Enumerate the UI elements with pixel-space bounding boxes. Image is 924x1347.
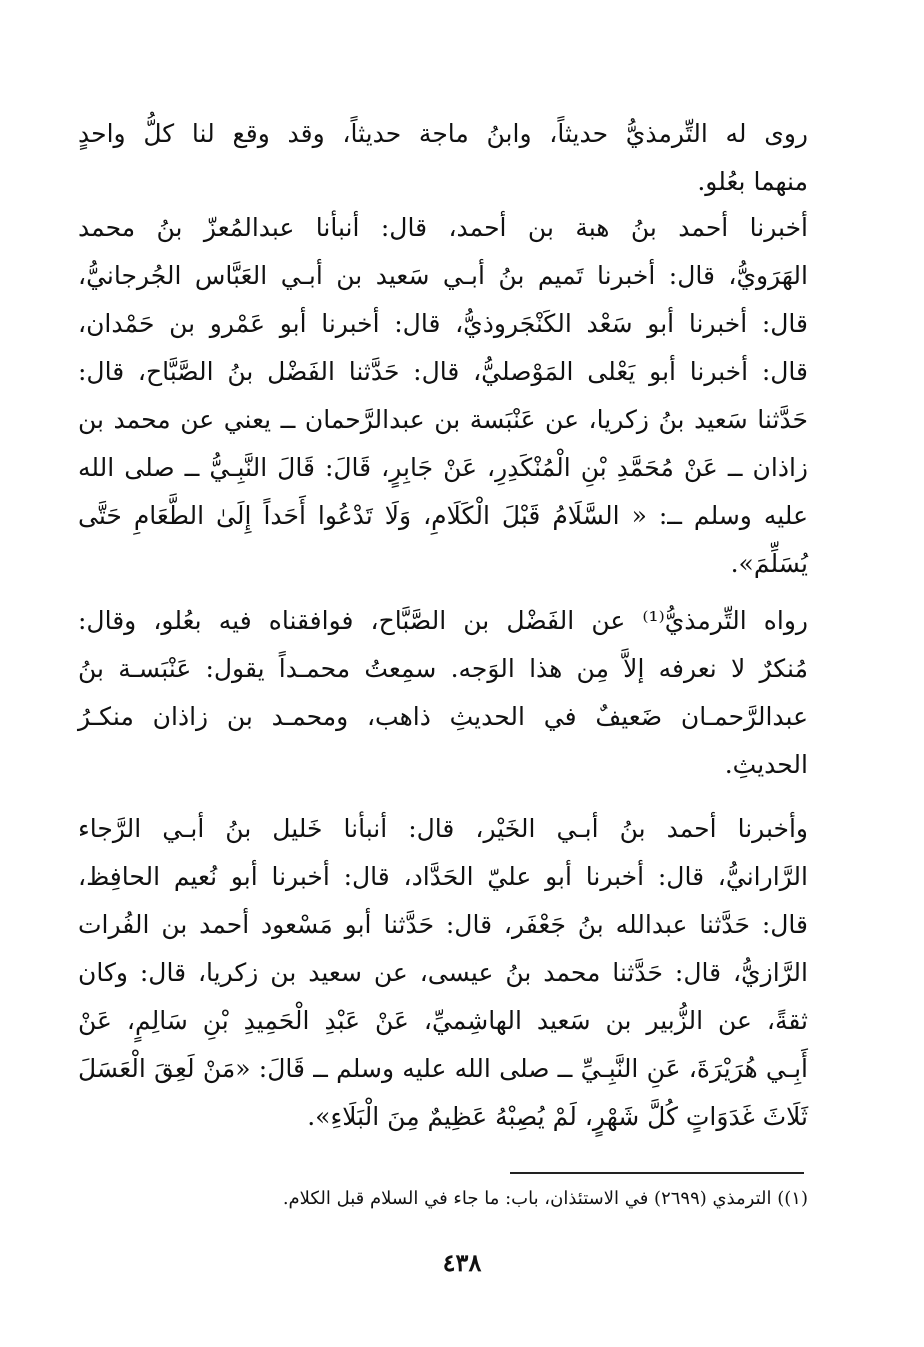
footnote: (١)) الترمذي (٢٦٩٩) في الاستئذان، باب: ما جاء في السلام قبل الكلام. bbox=[282, 1188, 808, 1209]
text-line: ثقةً، عن الزُّبير بن سَعيد الهاشِميِّ، عَنْ عَبْدِ الْحَمِيدِ بْنِ سَالِمٍ، عَنْ bbox=[78, 1006, 808, 1035]
text-line: أخبرنا أحمد بنُ هبة بن أحمد، قال: أنبأنا عبدالمُعزّ بنُ محمد bbox=[78, 213, 808, 242]
text-line: رواه التِّرمذيُّ⁽¹⁾ عن الفَضْل بن الصَّبَّاح، فوافقناه فيه بعُلو، وقال: bbox=[78, 606, 808, 635]
text-line: يُسَلِّمَ». bbox=[730, 549, 808, 578]
text-line: حَدَّثنا سَعيد بنُ زكريا، عن عَنْبَسة بن عبدالرَّحمان ــ يعني عن محمد بن bbox=[78, 405, 808, 434]
text-line: زاذان ــ عَنْ مُحَمَّدِ بْنِ الْمُنْكَدِرِ، عَنْ جَابِرٍ، قَالَ: قَالَ النَّبِـيُّ ــ صلى الله bbox=[78, 453, 808, 482]
text-line: قال: أخبرنا أبو يَعْلى المَوْصليُّ، قال: حَدَّثنا الفَضْل بنُ الصَّبَّاح، قال: bbox=[78, 357, 808, 386]
paragraph-3 bbox=[78, 597, 808, 789]
text-line: مُنكرٌ لا نعرفه إلاَّ مِن هذا الوَجه. سمِعتُ محمـداً يقول: عَنْبَسـة بنُ bbox=[78, 654, 808, 683]
text-line: الهَرَويُّ، قال: أخبرنا تَميم بنُ أبـي سَعيد بن أبـي العَبَّاس الجُرجانيُّ، bbox=[78, 261, 808, 290]
text-line: الرَّازيُّ، قال: حَدَّثنا محمد بنُ عيسى، عن سعيد بن زكريا، قال: وكان bbox=[78, 958, 808, 987]
text-line: منهما بعُلو. bbox=[697, 167, 808, 196]
text-line: عبدالرَّحمـان ضَعيفٌ في الحديثِ ذاهب، ومحمـد بن زاذان منكـرُ bbox=[78, 702, 808, 731]
paragraph-2 bbox=[78, 204, 808, 588]
paragraph-4 bbox=[78, 805, 808, 1141]
footnote-separator bbox=[510, 1172, 804, 1174]
text-line: عليه وسلم ــ: « السَّلَامُ قَبْلَ الْكَلَامِ، وَلَا تَدْعُوا أَحَداً إِلَىٰ الطَّعَامِ حَتَّى bbox=[78, 501, 808, 530]
page-number: ٤٣٨ bbox=[442, 1248, 482, 1277]
text-line: ثَلَاثَ غَدَوَاتٍ كُلَّ شَهْرٍ، لَمْ يُصِبْهُ عَظِيمٌ مِنَ الْبَلَاءِ». bbox=[307, 1102, 808, 1131]
text-line: الحديثِ. bbox=[724, 750, 808, 779]
paragraph-1 bbox=[78, 110, 808, 206]
text-line: الرَّارانيُّ، قال: أخبرنا أبو عليّ الحَدَّاد، قال: أخبرنا أبو نُعيم الحافِظ، bbox=[78, 862, 808, 891]
text-line: روى له التِّرمذيُّ حديثاً، وابنُ ماجة حديثاً، وقد وقع لنا كلُّ واحدٍ bbox=[78, 119, 808, 148]
text-line: وأخبرنا أحمد بنُ أبـي الخَيْر، قال: أنبأنا خَليل بنُ أبـي الرَّجاء bbox=[78, 814, 808, 843]
text-line: قال: حَدَّثنا عبدالله بنُ جَعْفَر، قال: حَدَّثنا أبو مَسْعود أحمد بن الفُرات bbox=[78, 910, 808, 939]
text-line: أَبِـي هُرَيْرَةَ، عَنِ النَّبِـيِّ ــ صلى الله عليه وسلم ــ قَالَ: «مَنْ لَعِقَ الْعَسَلَ bbox=[78, 1054, 808, 1083]
text-line: قال: أخبرنا أبو سَعْد الكَنْجَروذيُّ، قال: أخبرنا أبو عَمْرو بن حَمْدان، bbox=[78, 309, 808, 338]
